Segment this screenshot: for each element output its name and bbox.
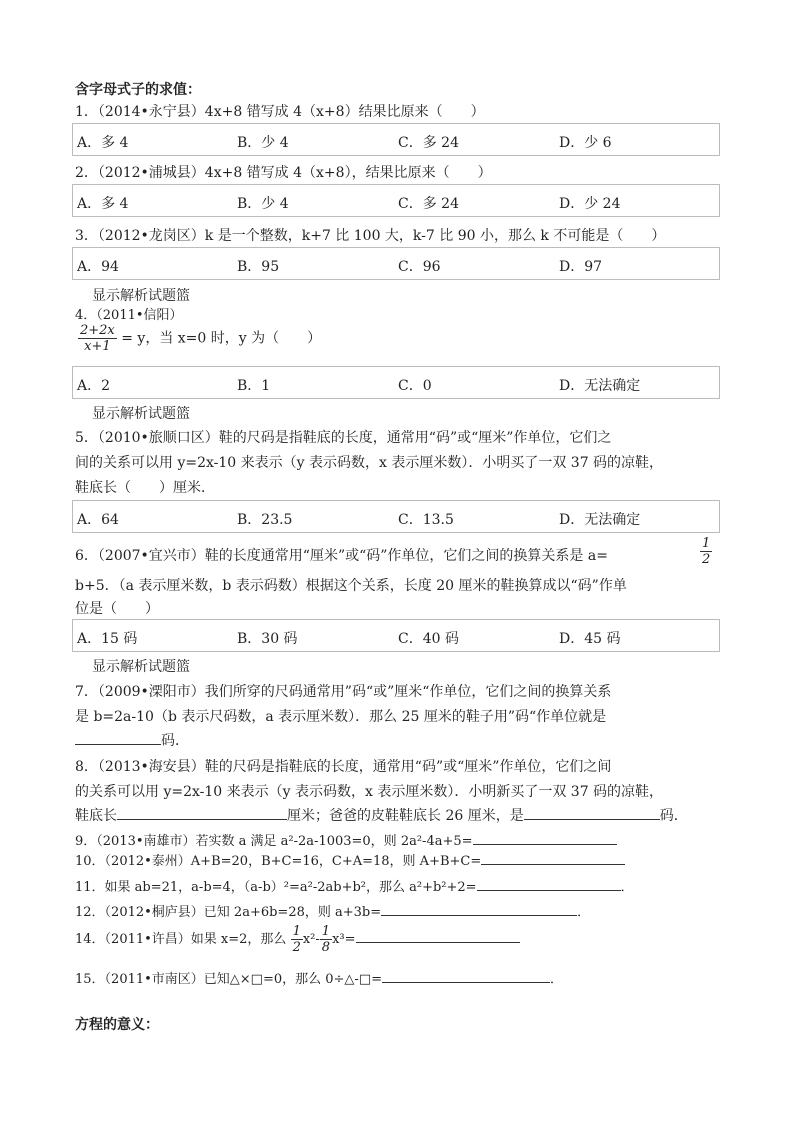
question-7-line2: 是 b=2a-10（b 表示尺码数，a 表示厘米数）．那么 25 厘米的鞋子用”码“作单位就是 [75, 709, 607, 725]
question-8-line3-c: 码． [659, 808, 688, 824]
question-14-mid: x²- [302, 932, 320, 947]
question-2-options [72, 184, 720, 217]
question-14-frac1-den: 2 [292, 940, 301, 955]
question-6-line3: 位是（ ） [75, 601, 159, 617]
question-4-frac-den: x+1 [84, 339, 111, 354]
option-c[interactable]: C．多 24 [398, 196, 459, 212]
answer-blank[interactable] [356, 928, 520, 943]
show-analysis-link-4[interactable]: 显示解析试题篮 [92, 406, 190, 422]
question-15-end: ． [550, 972, 564, 987]
option-c[interactable]: C．96 [398, 259, 441, 275]
question-6-options [72, 619, 720, 652]
question-10 [75, 850, 625, 873]
question-14-text: 14．（2011•许昌）如果 x=2，那么 [75, 932, 287, 947]
option-b[interactable]: B．少 4 [237, 135, 289, 151]
question-15 [75, 968, 563, 991]
option-d[interactable]: D．无法确定 [559, 512, 641, 528]
option-a[interactable]: A．64 [77, 512, 119, 528]
question-6-frac-den: 2 [702, 552, 711, 567]
option-a[interactable]: A．94 [77, 259, 119, 275]
question-6-line2: b+5．（a 表示厘米数，b 表示码数）根据这个关系，长度 20 厘米的鞋换算成以“码”作单 [75, 578, 627, 594]
question-8-line3-b: 厘米；爸爸的皮鞋鞋底长 26 厘米，是 [287, 808, 524, 824]
option-c[interactable]: C．13.5 [398, 512, 454, 528]
question-1-options [72, 123, 720, 156]
question-1-text: 1．（2014•永宁县）4x+8 错写成 4（x+8）结果比原来（ ） [75, 104, 485, 120]
answer-blank[interactable] [75, 730, 161, 745]
question-12-text: 12．（2012•桐庐县）已知 2a+6b=28，则 a+3b= [75, 905, 382, 920]
question-4-frac-num: 2+2x [80, 323, 115, 338]
question-14-frac2-num: 1 [321, 924, 331, 939]
option-a[interactable]: A．2 [77, 378, 111, 394]
option-c[interactable]: C．0 [398, 378, 432, 394]
question-6-fraction [700, 536, 712, 567]
question-3-options [72, 247, 720, 280]
question-7-line3 [75, 730, 189, 752]
show-analysis-link-3[interactable]: 显示解析试题篮 [92, 288, 190, 304]
answer-blank[interactable] [382, 968, 550, 983]
question-4-equation [78, 323, 321, 354]
question-14-after: x³= [332, 932, 356, 947]
section-title-equation-meaning: 方程的意义： [75, 1017, 159, 1033]
option-d[interactable]: D．97 [559, 259, 603, 275]
question-11-end: ． [620, 880, 634, 895]
section-title-evaluation: 含字母式子的求值： [75, 82, 201, 98]
question-6-line1: 6．（2007•宜兴市）鞋的长度通常用“厘米”或“码”作单位，它们之间的换算关系是 a= [75, 548, 608, 564]
answer-blank[interactable] [481, 850, 625, 865]
question-6-frac-num: 1 [702, 536, 711, 551]
question-5-line1: 5．（2010•旅顺口区）鞋的尺码是指鞋底的长度，通常用“码”或“厘米”作单位，它们之 [75, 430, 612, 446]
option-b[interactable]: B．少 4 [237, 196, 289, 212]
question-12-end: ． [577, 905, 591, 920]
question-14-frac2-den: 8 [321, 940, 331, 955]
question-3-text: 3．（2012•龙岗区）k 是一个整数，k+7 比 100 大，k-7 比 90 小，那么 k 不可能是（ ） [75, 228, 666, 244]
question-8-line3-a: 鞋底长 [75, 808, 117, 824]
option-b[interactable]: B．95 [237, 259, 280, 275]
question-10-text: 10．（2012•泰州）A+B=20，B+C=16，C+A=18，则 A+B+C= [75, 854, 482, 869]
option-b[interactable]: B．1 [237, 378, 271, 394]
option-d[interactable]: D．少 6 [559, 135, 612, 151]
option-a[interactable]: A．多 4 [77, 135, 129, 151]
answer-blank[interactable] [381, 901, 577, 916]
answer-blank[interactable] [524, 805, 660, 820]
option-c[interactable]: C．多 24 [398, 135, 459, 151]
question-4-after: = y，当 x=0 时，y 为（ ） [121, 330, 322, 347]
answer-blank[interactable] [477, 876, 621, 891]
question-11 [75, 876, 634, 899]
question-9-text: 9．（2013•南雄市）若实数 a 满足 a²-2a-1003=0，则 2a²-4a+5= [75, 834, 473, 849]
question-5-options [72, 500, 720, 533]
question-5-line2: 间的关系可以用 y=2x-10 来表示（y 表示码数，x 表示厘米数）．小明买了一双 37 码的凉鞋， [75, 455, 664, 471]
answer-blank[interactable] [473, 830, 617, 845]
question-8-line3 [75, 805, 688, 827]
option-d[interactable]: D．45 码 [559, 631, 621, 647]
option-d[interactable]: D．少 24 [559, 196, 621, 212]
option-c[interactable]: C．40 码 [398, 631, 459, 647]
question-15-text: 15．（2011•市南区）已知△×□=0，那么 0÷△-□= [75, 972, 382, 987]
question-2-text: 2．（2012•浦城县）4x+8 错写成 4（x+8），结果比原来（ ） [75, 165, 492, 181]
question-4-text: 4．（2011•信阳） [75, 308, 183, 323]
option-a[interactable]: A．15 码 [77, 631, 138, 647]
option-b[interactable]: B．30 码 [237, 631, 298, 647]
option-b[interactable]: B．23.5 [237, 512, 293, 528]
question-5-line3: 鞋底长（ ）厘米． [75, 480, 215, 496]
show-analysis-link-6[interactable]: 显示解析试题篮 [92, 659, 190, 675]
question-8-line2: 的关系可以用 y=2x-10 来表示（y 表示码数，x 表示厘米数）．小明新买了一双 37 码的凉鞋， [75, 784, 664, 800]
question-8-line1: 8．（2013•海安县）鞋的尺码是指鞋底的长度，通常用“码”或“厘米”作单位，它们之间 [75, 759, 612, 775]
question-7-end: 码． [161, 733, 189, 749]
question-11-text: 11．如果 ab=21，a-b=4，（a-b）²=a²-2ab+b²，那么 a²+b²+2= [75, 880, 477, 895]
question-14 [75, 924, 520, 955]
option-d[interactable]: D．无法确定 [559, 378, 641, 394]
question-12 [75, 901, 590, 924]
question-14-frac1-num: 1 [292, 924, 301, 939]
question-7-line1: 7．（2009•溧阳市）我们所穿的尺码通常用”码“或”厘米“作单位，它们之间的换算关系 [75, 684, 612, 700]
question-4-options [72, 366, 720, 399]
answer-blank[interactable] [117, 805, 287, 820]
option-a[interactable]: A．多 4 [77, 196, 129, 212]
